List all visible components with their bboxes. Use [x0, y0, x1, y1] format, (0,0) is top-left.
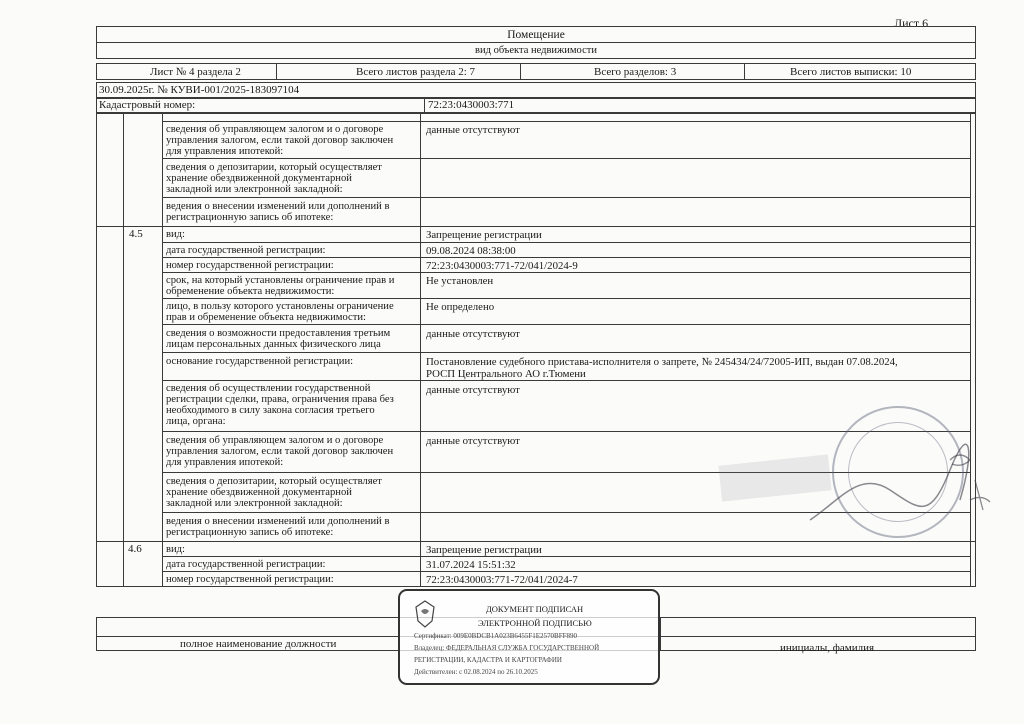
- s45-row-7-value-line1: Постановление судебного пристава-исполнителя о запрете, № 245434/24/72005-ИП, выдан 07.08.2024,: [426, 356, 898, 368]
- s45-row-5-value: Не определено: [426, 301, 495, 313]
- s45-row-2-value: 09.08.2024 08:38:00: [426, 245, 516, 257]
- s45-row-8-value: данные отсутствуют: [426, 384, 520, 396]
- esign-owner2: РЕГИСТРАЦИИ, КАДАСТРА И КАРТОГРАФИИ: [414, 656, 562, 664]
- s45-row-4-label: срок, на который установлены ограничение прав и обременение объекта недвижимости:: [166, 275, 395, 297]
- s46-row-2-label: дата государственной регистрации:: [166, 559, 326, 570]
- s45-row-9-label: сведения об управляющем залогом и о договоре управления залогом, если такой договор заключен для управления ипотекой:: [166, 435, 394, 468]
- cadastral-row: [96, 98, 976, 113]
- object-title: Помещение: [507, 29, 565, 41]
- total-sheets: Всего листов выписки: 10: [790, 66, 912, 78]
- electronic-signature-box: [398, 589, 660, 685]
- s45-row-5-label: лицо, в пользу которого установлены ограничение прав и обременение объекта недвижимости:: [166, 301, 394, 323]
- position-label: полное наименование должности: [180, 638, 337, 650]
- s45-row-1-value: Запрещение регистрации: [426, 229, 542, 241]
- kuvi-number: 30.09.2025г. № КУВИ-001/2025-183097104: [99, 84, 300, 96]
- esign-line2: ЭЛЕКТРОННОЙ ПОДПИСЬЮ: [478, 618, 592, 628]
- esign-valid: Действителен: с 02.08.2024 по 26.10.2025: [414, 668, 538, 676]
- total-sheets-section: Всего листов раздела 2: 7: [356, 66, 476, 78]
- esign-cert: Сертификат: 009E0BDCB1A023B6455F1E2570BFF890: [414, 632, 578, 640]
- s46-row-3-value: 72:23:0430003:771-72/041/2024-7: [426, 574, 578, 586]
- s45-row-3-value: 72:23:0430003:771-72/041/2024-9: [426, 260, 578, 272]
- section-4-6-number: 4.6: [128, 543, 142, 555]
- s45-row-8-label: сведения об осуществлении государственной регистрации сделки, права, ограничения права без необходимого в силу закона согласия третьего лица, органа:: [166, 383, 394, 427]
- top-row-3-label: ведения о внесении изменений или дополнений в регистрационную запись об ипотеке:: [166, 201, 390, 223]
- s46-row-1-value: Запрещение регистрации: [426, 544, 542, 556]
- s46-row-3-label: номер государственной регистрации:: [166, 574, 334, 585]
- s45-row-11-label: ведения о внесении изменений или дополнений в регистрационную запись об ипотеке:: [166, 516, 390, 538]
- s45-row-4-value: Не установлен: [426, 275, 494, 287]
- s45-row-6-value: данные отсутствуют: [426, 328, 520, 340]
- top-row-1-value: данные отсутствуют: [426, 124, 520, 136]
- object-subtitle: вид объекта недвижимости: [475, 45, 597, 56]
- s46-row-1-label: вид:: [166, 544, 186, 555]
- s46-row-2-value: 31.07.2024 15:51:32: [426, 559, 516, 571]
- esign-line1: ДОКУМЕНТ ПОДПИСАН: [486, 604, 584, 614]
- s45-row-9-value: данные отсутствуют: [426, 435, 520, 447]
- s45-row-7-label: основание государственной регистрации:: [166, 356, 354, 367]
- sheet-number: Лист 6: [894, 16, 929, 30]
- s45-row-3-label: номер государственной регистрации:: [166, 260, 334, 271]
- sheet-no: Лист № 4 раздела 2: [150, 66, 241, 78]
- top-row-2-label: сведения о депозитарии, который осуществляет хранение обездвиженной документарной закладной или электронной закладной:: [166, 162, 382, 195]
- initials-label: инициалы, фамилия: [780, 642, 875, 654]
- s45-row-6-label: сведения о возможности предоставления третьим лицам персональных данных физического лица: [166, 328, 391, 350]
- top-row-1-label: сведения об управляющем залогом и о договоре управления залогом, если такой договор заключен для управления ипотекой:: [166, 124, 394, 157]
- cadastral-value: 72:23:0430003:771: [428, 99, 515, 111]
- s45-row-2-label: дата государственной регистрации:: [166, 245, 326, 256]
- esign-owner: Владелец: ФЕДЕРАЛЬНАЯ СЛУЖБА ГОСУДАРСТВЕННОЙ: [414, 644, 600, 652]
- section-4-5-number: 4.5: [129, 228, 143, 240]
- emblem-icon: [412, 599, 438, 629]
- s45-row-1-label: вид:: [166, 229, 186, 240]
- handwritten-signature: [800, 430, 1000, 540]
- s45-row-10-label: сведения о депозитарии, который осуществляет хранение обездвиженной документарной закладной или электронной закладной:: [166, 476, 382, 509]
- s45-row-7-value-line2: РОСП Центрального АО г.Тюмени: [426, 368, 586, 380]
- cadastral-label: Кадастровый номер:: [99, 99, 196, 111]
- total-sections: Всего разделов: 3: [594, 66, 677, 78]
